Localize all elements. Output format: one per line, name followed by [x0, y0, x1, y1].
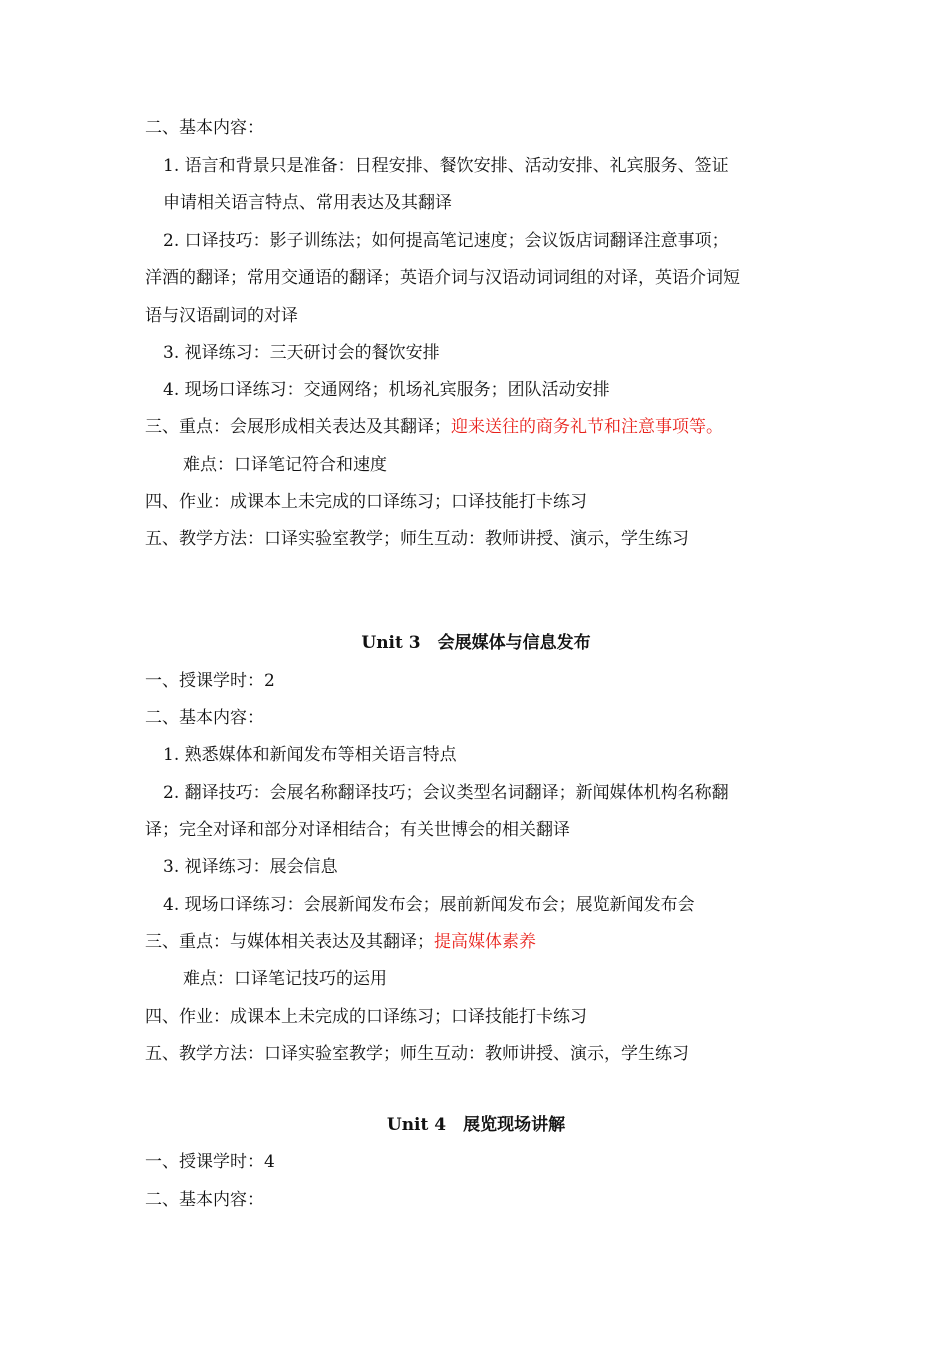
unit-3-item-4: 4. 现场口译练习：会展新闻发布会；展前新闻发布会；展览新闻发布会: [163, 895, 695, 915]
content-item-3: 3. 视译练习：三天研讨会的餐饮安排: [163, 343, 440, 363]
content-item-2-line-2: 洋酒的翻译；常用交通语的翻译；英语介词与汉语动词词组的对译，英语介词短: [145, 268, 740, 288]
unit-3-basic-content-label: 二、基本内容：: [145, 708, 264, 728]
section-basic-content-label: 二、基本内容：: [145, 118, 264, 138]
unit-3-key-points-highlight: 提高媒体素养: [434, 932, 536, 952]
key-points-highlight: 迎来送往的商务礼节和注意事项等。: [451, 417, 723, 437]
unit-3-key-points-line: [145, 931, 536, 953]
key-points-line: [145, 416, 723, 438]
unit-4-hours: 一、授课学时：4: [145, 1152, 275, 1172]
key-points-text: 三、重点：会展形成相关表达及其翻译；: [145, 417, 451, 437]
unit-3-item-1: 1. 熟悉媒体和新闻发布等相关语言特点: [163, 745, 457, 765]
content-item-1-line-2: 申请相关语言特点、常用表达及其翻译: [163, 193, 452, 213]
content-item-2-line-3: 语与汉语副词的对译: [145, 306, 298, 326]
unit-4-basic-content-label: 二、基本内容：: [145, 1190, 264, 1210]
unit-3-difficulty-line: 难点：口译笔记技巧的运用: [183, 969, 387, 989]
content-item-1-line-1: 1. 语言和背景只是准备：日程安排、餐饮安排、活动安排、礼宾服务、签证: [163, 156, 729, 176]
content-item-4: 4. 现场口译练习：交通网络；机场礼宾服务；团队活动安排: [163, 380, 610, 400]
unit-3-item-2-line-1: 2. 翻译技巧：会展名称翻译技巧；会议类型名词翻译；新闻媒体机构名称翻: [163, 783, 729, 803]
unit-4-title: Unit 4 展览现场讲解: [386, 1115, 566, 1135]
content-item-2-line-1: 2. 口译技巧：影子训练法；如何提高笔记速度；会议饭店词翻译注意事项；: [163, 231, 729, 251]
homework-line: 四、作业：成课本上未完成的口译练习；口译技能打卡练习: [145, 492, 587, 512]
unit-3-homework-line: 四、作业：成课本上未完成的口译练习；口译技能打卡练习: [145, 1007, 587, 1027]
unit-3-item-3: 3. 视译练习：展会信息: [163, 857, 338, 877]
unit-3-title: Unit 3 会展媒体与信息发布: [361, 633, 591, 653]
unit-3-hours: 一、授课学时：2: [145, 671, 275, 691]
difficulty-line: 难点：口译笔记符合和速度: [183, 455, 387, 475]
unit-3-item-2-line-2: 译；完全对译和部分对译相结合；有关世博会的相关翻译: [145, 820, 570, 840]
teaching-method-line: 五、教学方法：口译实验室教学；师生互动：教师讲授、演示，学生练习: [145, 529, 689, 549]
unit-3-key-points-text: 三、重点：与媒体相关表达及其翻译；: [145, 932, 434, 952]
unit-3-teaching-method-line: 五、教学方法：口译实验室教学；师生互动：教师讲授、演示，学生练习: [145, 1044, 689, 1064]
